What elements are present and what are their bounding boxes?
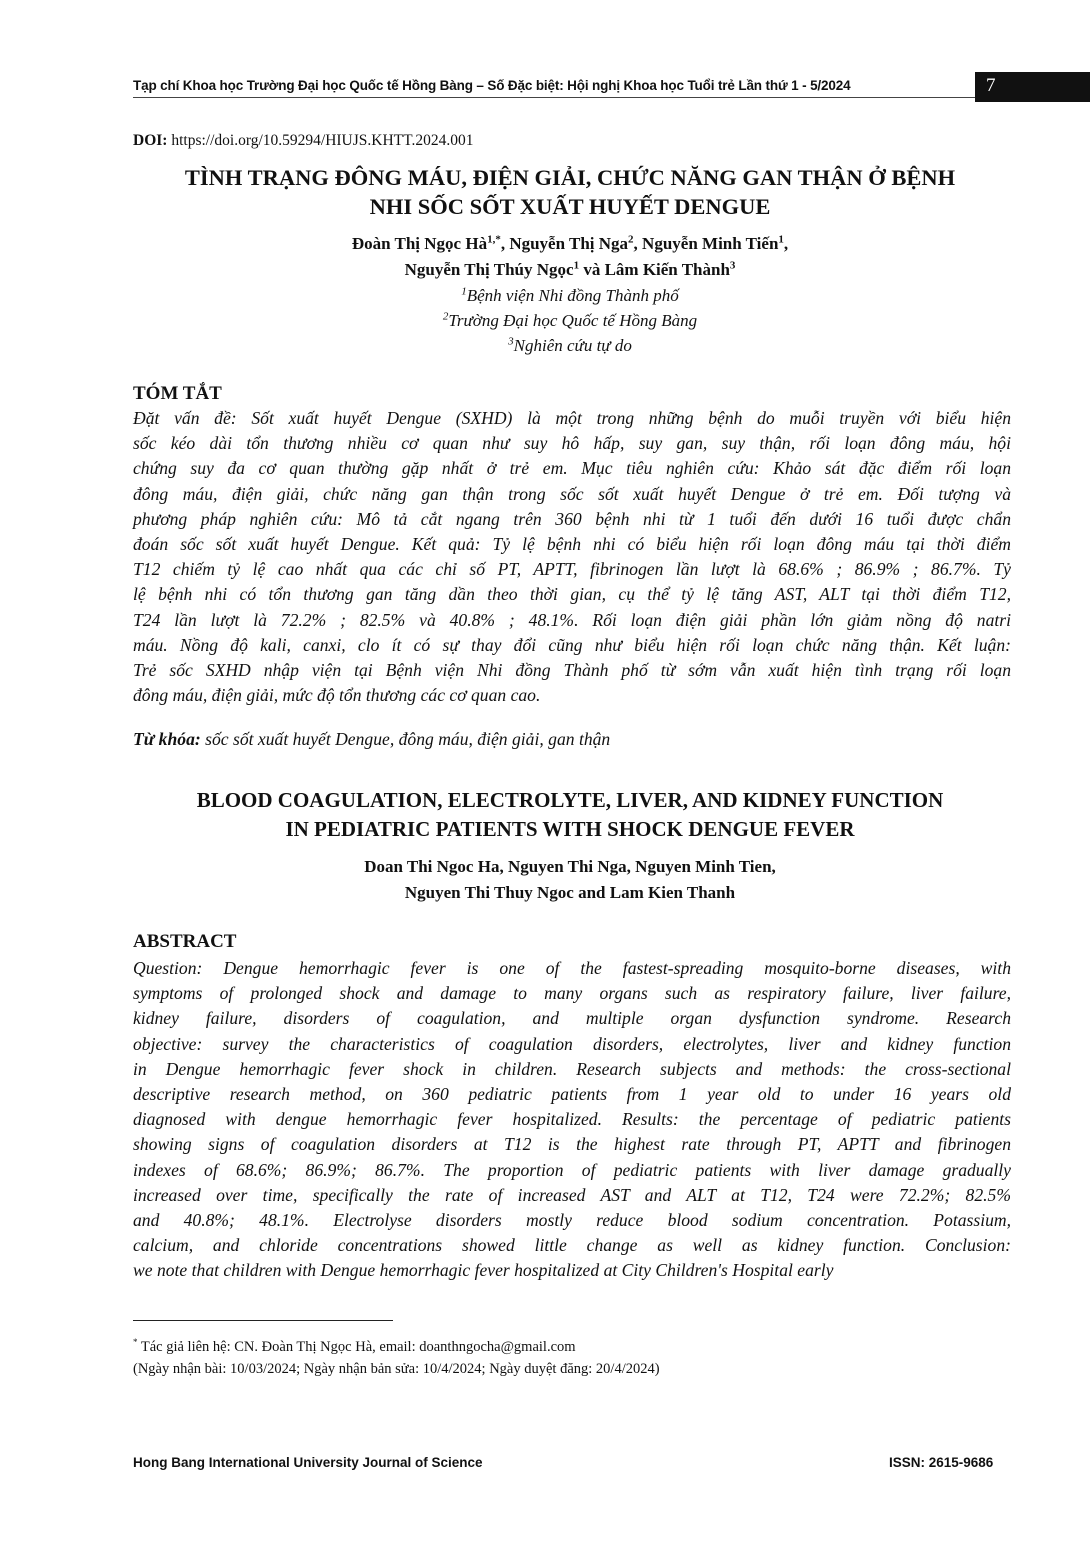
abstract-line: increased over time, specifically the rate of increased AST and ALT at T12, T24 were 72.2%; 82.5% <box>133 1184 1011 1205</box>
affiliation-sup: 2 <box>442 310 449 323</box>
abstract-line: symptoms of prolonged shock and damage to many organs such as respiratory failure, liver failure, <box>133 983 1011 1004</box>
author-separator: , <box>783 234 789 253</box>
affiliation-item <box>100 308 1040 333</box>
affiliation-sup: 3 <box>508 335 514 348</box>
affiliation-text: Nghiên cứu tự do <box>513 336 632 355</box>
english-title-line-1: BLOOD COAGULATION, ELECTROLYTE, LIVER, AND KIDNEY FUNCTION <box>196 788 944 812</box>
summary-line: đông máu, điện giải, mức độ tổn thương các cơ quan cao. <box>133 685 541 706</box>
author-separator: , <box>633 234 643 253</box>
summary-line: phương pháp nghiên cứu: Mô tả cắt ngang trên 360 bệnh nhi từ 1 tuổi đến dưới 16 tuổi được chẩn <box>133 508 1011 529</box>
abstract-line: showing signs of coagulation disorders at T12 is the highest rate through PT, APTT and fibrinogen <box>133 1134 1011 1155</box>
doi-link[interactable]: https://doi.org/10.59294/HIUJS.KHTT.2024.001 <box>171 132 474 149</box>
abstract-line: kidney failure, disorders of coagulation, and multiple organ dysfunction syndrome. Research <box>133 1008 1011 1029</box>
summary-line: T12 chiếm tỷ lệ cao nhất qua các chỉ số PT, APTT, fibrinogen lần lượt là 68.6% ; 86.9% ; 86.7%. Tỷ <box>133 559 1011 580</box>
vietnamese-authors-line-2 <box>100 257 1040 283</box>
summary-line: sốc kéo dài tổn thương nhiều cơ quan như suy hô hấp, suy gan, suy thận, rối loạn đông máu, hội <box>133 433 1011 454</box>
page-number-box <box>975 72 1090 102</box>
affiliation-sup: 1 <box>461 285 467 298</box>
summary-line: T24 lần lượt là 72.2% ; 82.5% và 40.8% ; 48.1%. Rối loạn điện giải phần lớn giảm nồng độ natri <box>133 609 1011 630</box>
summary-line: chứng suy đa cơ quan thường gặp nhất ở trẻ em. Mục tiêu nghiên cứu: Khảo sát đặc điểm rối loạn <box>133 458 1011 479</box>
footnote-contact: Tác giả liên hệ: CN. Đoàn Thị Ngọc Hà, email: doanthngocha@gmail.com <box>137 1339 576 1355</box>
abstract-line: objective: survey the characteristics of coagulation disorders, electrolytes, liver and kidney function <box>133 1033 1011 1054</box>
affiliation-text: Bệnh viện Nhi đồng Thành phố <box>466 286 679 305</box>
author-affil-sup: 1 <box>778 233 784 246</box>
author-affil-sup: 1,* <box>487 233 501 246</box>
author-separator: và <box>579 260 605 279</box>
abstract-line: we note that children with Dengue hemorrhagic fever hospitalized at City Children's Hospital early <box>133 1260 834 1281</box>
author-name: Đoàn Thị Ngọc Hà <box>351 234 488 253</box>
footnote-line-2: (Ngày nhận bài: 10/03/2024; Ngày nhận bản sửa: 10/4/2024; Ngày duyệt đăng: 20/4/2024) <box>133 1361 660 1377</box>
doi-label: DOI: <box>133 132 168 149</box>
footer-journal-name: Hong Bang International University Journal of Science <box>133 1455 483 1470</box>
affiliation-text: Trường Đại học Quốc tế Hồng Bàng <box>448 311 698 330</box>
vietnamese-title <box>110 163 1030 221</box>
author-affil-sup: 1 <box>573 259 580 272</box>
footer-issn: ISSN: 2615-9686 <box>889 1455 994 1470</box>
affiliations <box>100 283 1040 358</box>
vietnamese-summary <box>133 406 1011 708</box>
doi-line <box>133 132 473 150</box>
footnote-marker: * <box>133 1337 138 1348</box>
english-authors-line-2: Nguyen Thi Thuy Ngoc and Lam Kien Thanh <box>404 883 736 902</box>
abstract-line: Question: Dengue hemorrhagic fever is one of the fastest-spreading mosquito-borne diseases, with <box>133 958 1011 978</box>
author-affil-sup: 2 <box>628 233 634 246</box>
keywords-label: Từ khóa: <box>133 729 201 749</box>
affiliation-item <box>100 333 1040 358</box>
author-name: Nguyễn Minh Tiến <box>642 234 779 253</box>
author-name: Nguyễn Thị Thúy Ngọc <box>404 260 574 279</box>
vietnamese-title-line-1: TÌNH TRẠNG ĐÔNG MÁU, ĐIỆN GIẢI, CHỨC NĂNG GAN THẬN Ở BỆNH <box>184 165 956 190</box>
english-authors <box>100 854 1040 906</box>
english-title-line-2: IN PEDIATRIC PATIENTS WITH SHOCK DENGUE FEVER <box>285 817 855 841</box>
author-affil-sup: 3 <box>729 259 736 272</box>
running-header: Tạp chí Khoa học Trường Đại học Quốc tế Hồng Bàng – Số Đặc biệt: Hội nghị Khoa học Tuổi trẻ Lần thứ 1 - 5/2024 <box>133 78 851 93</box>
english-abstract <box>133 956 1011 1284</box>
author-separator: , <box>500 234 510 253</box>
abstract-line: indexes of 68.6%; 86.9%; 86.7%. The proportion of pediatric patients with liver damage gradually <box>133 1159 1011 1180</box>
summary-line: lệ bệnh nhi có tổn thương gan tăng dần theo thời gian, cụ thể tỷ lệ tăng AST, ALT tại thời điểm T12, <box>133 584 1011 605</box>
author-name: Lâm Kiến Thành <box>604 260 730 279</box>
page-number: 7 <box>986 75 996 96</box>
vietnamese-authors <box>100 231 1040 283</box>
vietnamese-title-line-2: NHI SỐC SỐT XUẤT HUYẾT DENGUE <box>369 194 771 219</box>
summary-line: máu. Nồng độ kali, canxi, clo ít có sự thay đổi cũng như biểu hiện rối loạn chức năng thận. Kết luận: <box>133 634 1011 655</box>
header-rule <box>133 97 975 98</box>
summary-heading: TÓM TẮT <box>133 383 222 404</box>
author-name: Nguyễn Thị Nga <box>509 234 629 253</box>
english-authors-line-1: Doan Thi Ngoc Ha, Nguyen Thi Nga, Nguyen Minh Tien, <box>364 857 776 876</box>
summary-line: đông máu, điện giải, chức năng gan thận trong sốc sốt xuất huyết Dengue ở trẻ em. Đối tượng và <box>133 483 1011 504</box>
abstract-heading: ABSTRACT <box>133 931 237 952</box>
keywords-line <box>133 729 610 750</box>
summary-line: Trẻ sốc SXHD nhập viện tại Bệnh viện Nhi đồng Thành phố từ sớm vẫn xuất hiện tình trạng rối loạn <box>133 660 1011 681</box>
keywords-text: sốc sốt xuất huyết Dengue, đông máu, điện giải, gan thận <box>200 729 611 749</box>
summary-line: đoán sốc sốt xuất huyết Dengue. Kết quả: Tỷ lệ bệnh nhi có biểu hiện rối loạn đông máu tại thời điểm <box>133 534 1011 555</box>
affiliation-item <box>100 283 1040 308</box>
abstract-line: calcium, and chloride concentrations showed little change as well as kidney function. Conclusion: <box>133 1235 1011 1256</box>
summary-line: Đặt vấn đề: Sốt xuất huyết Dengue (SXHD) là một trong những bệnh do muỗi truyền với biểu hiện <box>133 408 1011 428</box>
abstract-line: and 40.8%; 48.1%. Electrolyse disorders mostly reduce blood sodium concentration. Potassium, <box>133 1210 1011 1231</box>
footnote <box>133 1336 660 1380</box>
english-title <box>110 786 1030 844</box>
abstract-line: diagnosed with dengue hemorrhagic fever hospitalized. Results: the percentage of pediatric patients <box>133 1109 1011 1130</box>
vietnamese-authors-line-1 <box>100 231 1040 257</box>
footnote-rule <box>133 1320 393 1321</box>
abstract-line: in Dengue hemorrhagic fever shock in children. Research subjects and methods: the cross-sectional <box>133 1058 1011 1079</box>
abstract-line: descriptive research method, on 360 pediatric patients from 1 year old to under 16 years old <box>133 1084 1011 1105</box>
footnote-line-1 <box>133 1336 660 1358</box>
